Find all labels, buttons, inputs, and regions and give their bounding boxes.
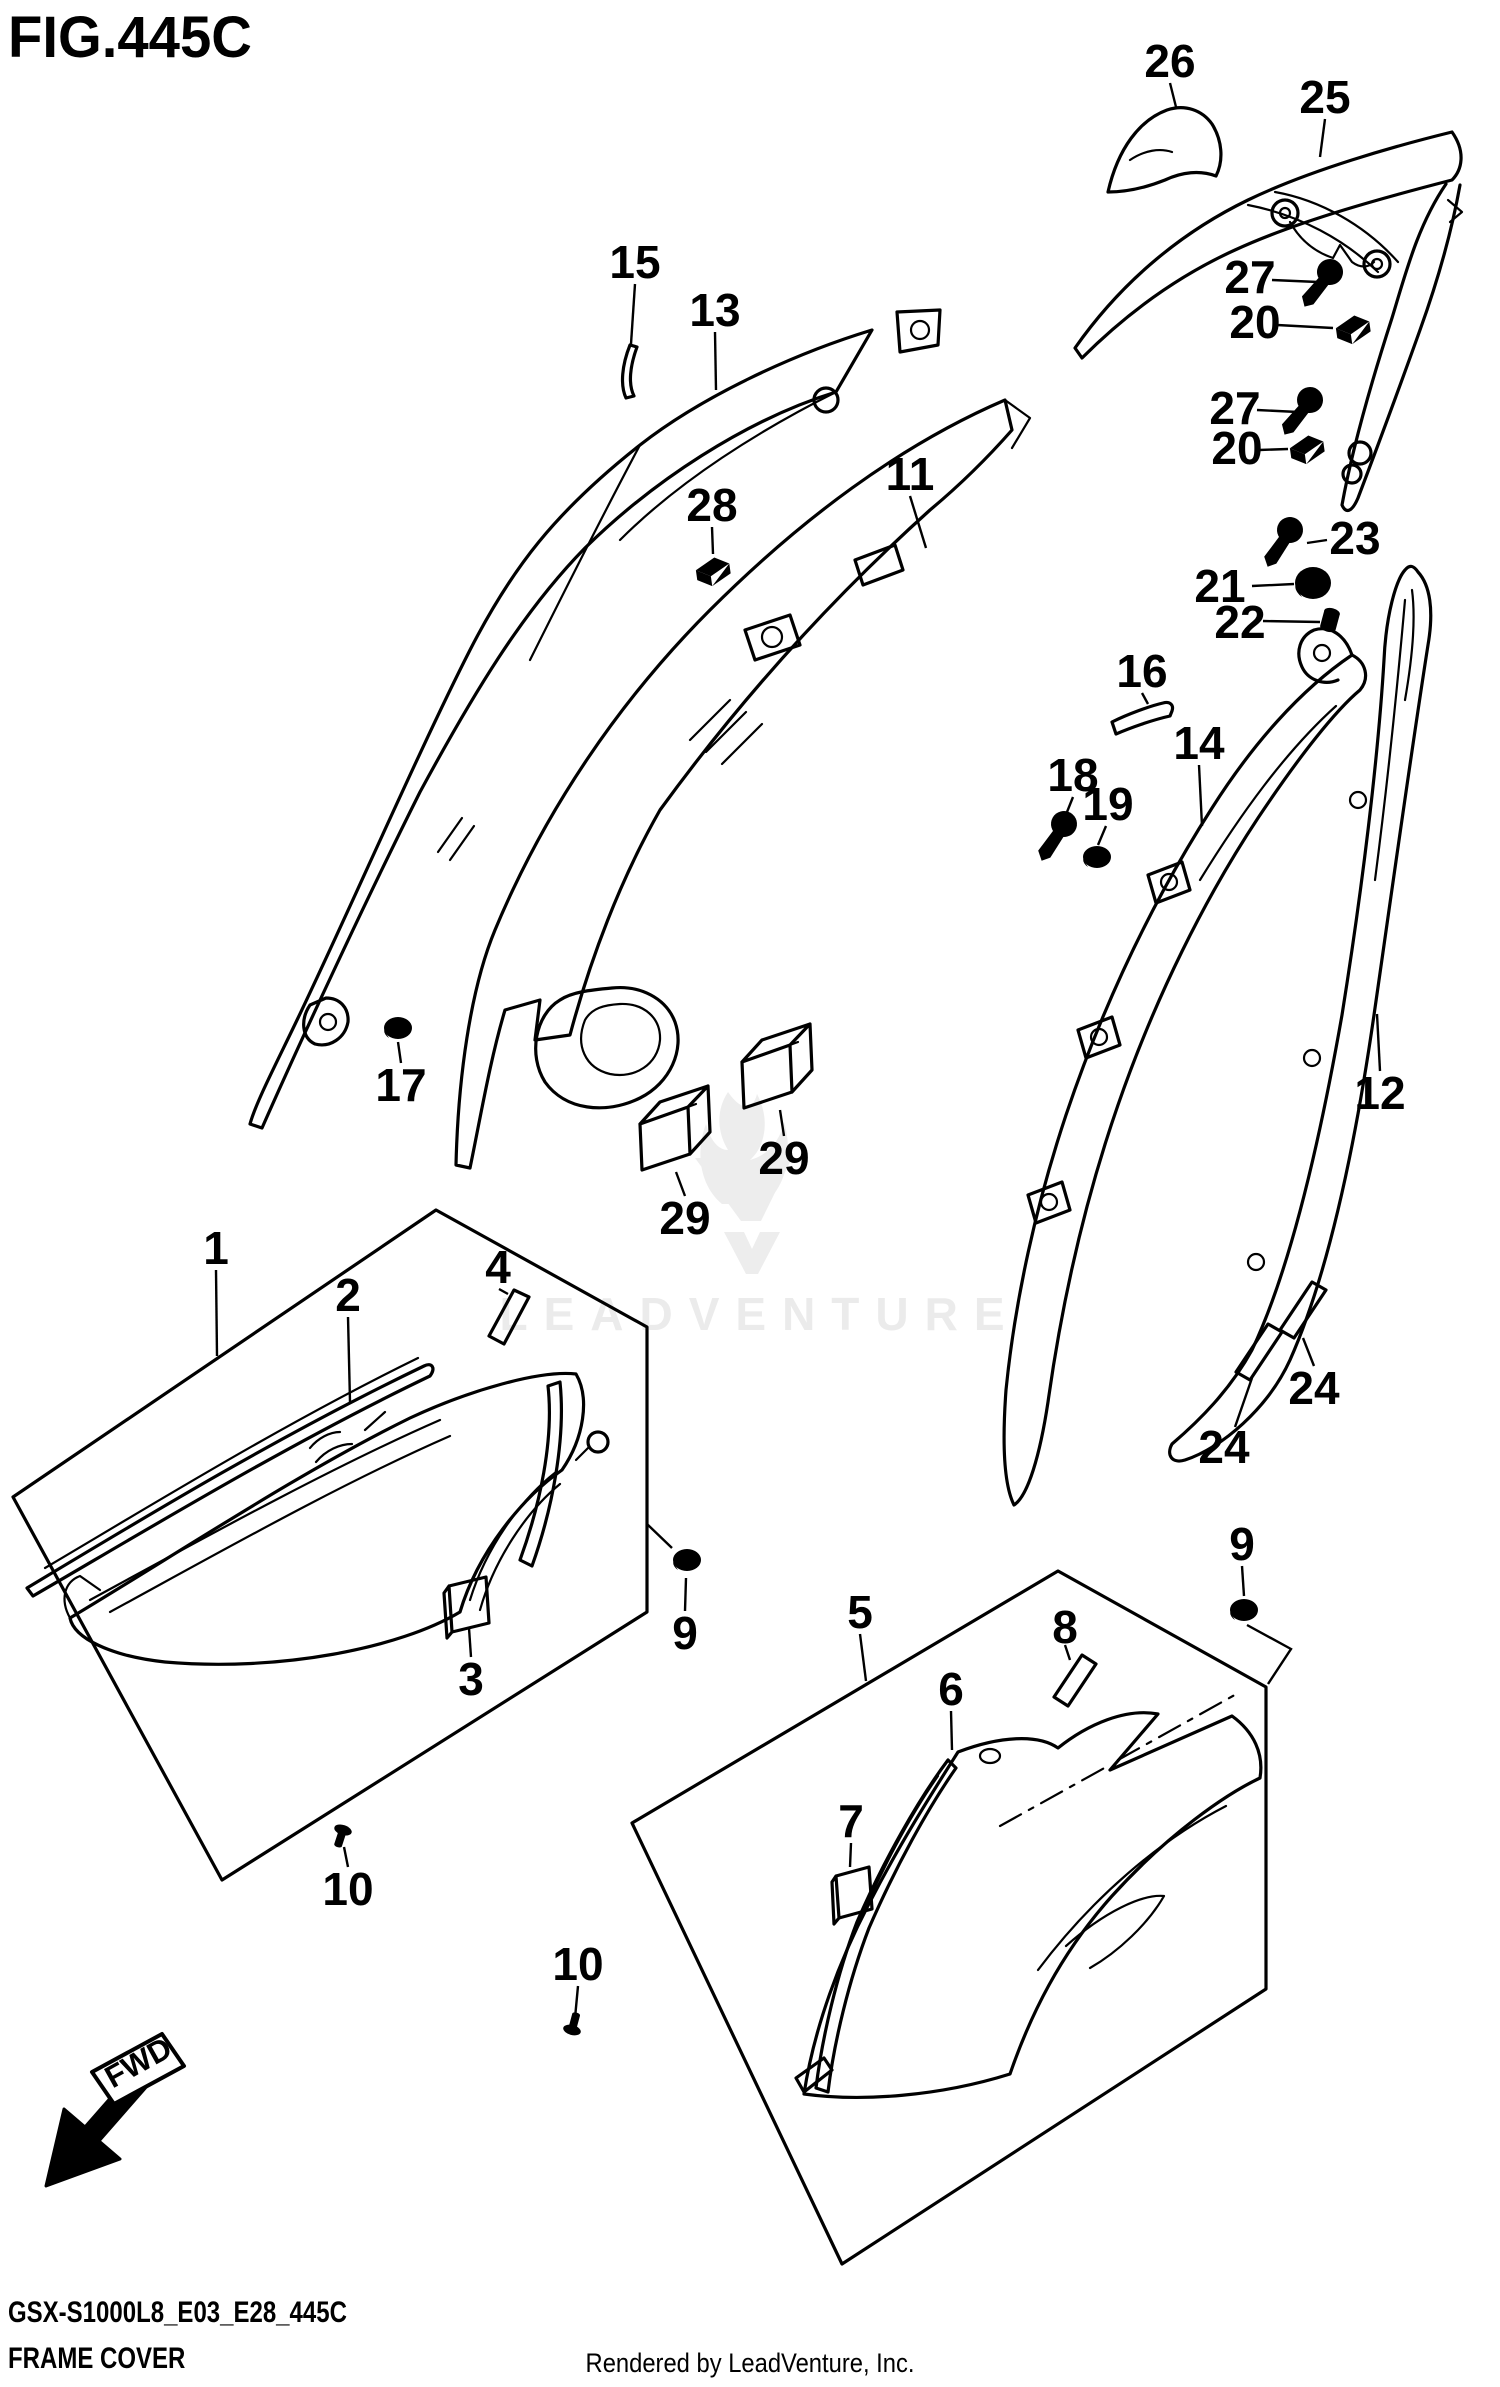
part-callout-1: 1 <box>203 1222 229 1274</box>
part-8-trim <box>1054 1655 1096 1706</box>
part-callout-20: 20 <box>1211 422 1263 474</box>
callout-labels <box>203 35 1405 1990</box>
part-callout-28: 28 <box>686 479 738 531</box>
part-callout-10: 10 <box>552 1938 604 1990</box>
footer-part-code: GSX-S1000L8_E03_E28_445C <box>8 2296 347 2329</box>
leadventure-watermark <box>499 1092 1020 1340</box>
part-26-cover <box>1108 108 1221 192</box>
part-callout-8: 8 <box>1052 1601 1078 1653</box>
part-2-trim <box>27 1358 433 1596</box>
part-callout-16: 16 <box>1116 645 1168 697</box>
watermark-text: LEADVENTURE <box>499 1288 1021 1340</box>
part-20-clip-lower <box>1288 434 1326 466</box>
part-callout-15: 15 <box>609 236 661 288</box>
part-callout-9: 9 <box>672 1607 698 1659</box>
part-23-screw <box>1257 512 1308 573</box>
part-callout-24: 24 <box>1288 1362 1340 1414</box>
part-15-trim <box>623 345 637 398</box>
part-21-grommet <box>1295 567 1331 599</box>
part-callout-5: 5 <box>847 1586 873 1638</box>
part-6-trim <box>796 1760 956 2092</box>
fwd-direction-marker <box>46 2030 184 2186</box>
footer-credit: Rendered by LeadVenture, Inc. <box>585 2348 915 2378</box>
part-callout-27: 27 <box>1209 382 1261 434</box>
part-16-trim <box>1112 702 1173 734</box>
part-19-grommet <box>1083 846 1111 868</box>
part-20-clip-upper <box>1334 314 1372 346</box>
part-callout-2: 2 <box>335 1269 361 1321</box>
part-10-rivet-left <box>329 1822 353 1849</box>
part-callout-13: 13 <box>689 284 741 336</box>
part-28-clip <box>694 556 732 588</box>
part-callout-17: 17 <box>375 1059 427 1111</box>
part-callout-29: 29 <box>659 1192 711 1244</box>
part-9-grommet-right <box>1230 1599 1258 1621</box>
part-9-grommet-left <box>673 1549 701 1571</box>
part-11-inner-cover <box>456 400 1030 1168</box>
part-callout-7: 7 <box>838 1795 864 1847</box>
footer-figure-name: FRAME COVER <box>8 2342 186 2375</box>
figure-title: FIG.445C <box>8 5 252 70</box>
part-callout-19: 19 <box>1082 778 1134 830</box>
part-18-screw <box>1031 806 1082 867</box>
fwd-label: FWD <box>98 2030 178 2095</box>
part-29-cushion-left <box>640 1086 710 1170</box>
part-callout-20: 20 <box>1229 296 1281 348</box>
part-callout-11: 11 <box>885 448 935 500</box>
part-13-side-cover <box>250 310 940 1128</box>
part-callout-3: 3 <box>458 1653 484 1705</box>
part-callout-14: 14 <box>1173 717 1225 769</box>
part-3-pad <box>444 1577 489 1638</box>
part-callout-26: 26 <box>1144 35 1196 87</box>
part-callout-10: 10 <box>322 1863 374 1915</box>
part-callout-23: 23 <box>1329 512 1381 564</box>
part-10-rivet-right <box>562 2010 585 2037</box>
part-7-pad <box>832 1867 872 1924</box>
part-callout-12: 12 <box>1354 1067 1406 1119</box>
part-callout-21: 21 <box>1194 560 1246 612</box>
part-callout-25: 25 <box>1299 71 1351 123</box>
part-callout-29: 29 <box>758 1132 810 1184</box>
part-17-grommet <box>384 1017 412 1039</box>
part-callout-6: 6 <box>938 1663 964 1715</box>
part-29-cushion-right <box>742 1024 812 1108</box>
part-callout-4: 4 <box>485 1241 511 1293</box>
part-1-cover <box>65 1373 608 1664</box>
part-callout-22: 22 <box>1214 596 1266 648</box>
part-callout-18: 18 <box>1047 749 1099 801</box>
part-callout-24: 24 <box>1198 1421 1250 1473</box>
part-27-screw-upper <box>1295 254 1348 315</box>
part-callout-9: 9 <box>1229 1518 1255 1570</box>
part-callout-27: 27 <box>1224 251 1276 303</box>
